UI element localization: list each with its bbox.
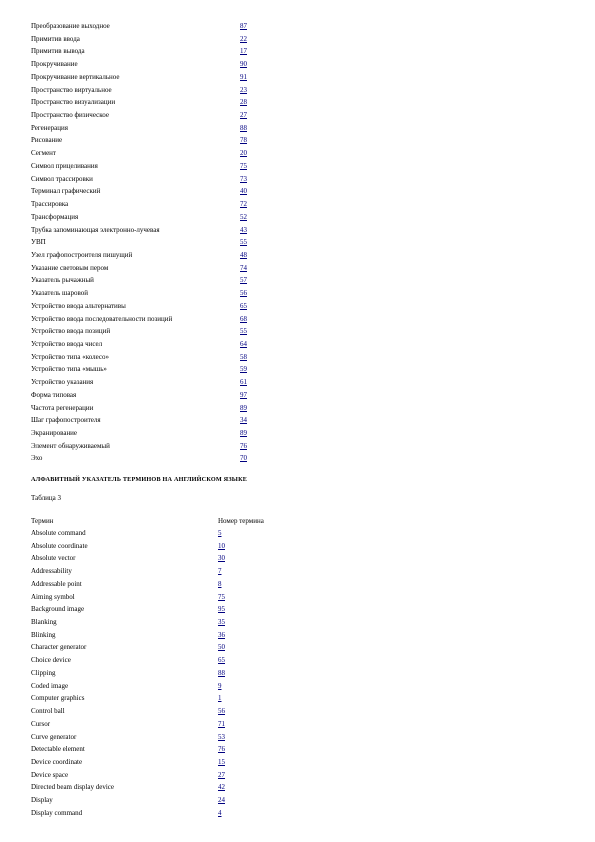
index-row <box>31 224 271 237</box>
index-row <box>31 440 271 453</box>
term-label: Blanking <box>31 618 57 627</box>
index-row <box>31 122 271 135</box>
index-row <box>31 402 271 415</box>
table-row <box>31 603 271 616</box>
term-label: Device coordinate <box>31 757 83 766</box>
term-label: Указание световым пером <box>31 263 109 272</box>
term-number-link[interactable]: 76 <box>218 745 225 754</box>
term-number-link[interactable]: 27 <box>240 111 247 120</box>
index-row <box>31 389 271 402</box>
term-number-link[interactable]: 48 <box>240 250 247 259</box>
term-label: Пространство визуализации <box>31 98 116 107</box>
term-number-link[interactable]: 9 <box>218 681 222 690</box>
term-number-link[interactable]: 87 <box>240 22 247 30</box>
index-row <box>31 96 271 109</box>
index-row <box>31 211 271 224</box>
term-label: Устройство типа «мышь» <box>31 365 107 374</box>
term-number-link[interactable]: 58 <box>240 352 247 361</box>
term-number-link[interactable]: 42 <box>218 783 225 792</box>
term-label: Прокручивание вертикальное <box>31 72 120 81</box>
term-label: Display <box>31 796 53 805</box>
term-number-link[interactable]: 30 <box>218 554 225 563</box>
term-number-link[interactable]: 35 <box>218 618 225 627</box>
term-number-link[interactable]: 56 <box>240 289 247 298</box>
index-row <box>31 71 271 84</box>
index-row <box>31 325 271 338</box>
term-label: Device space <box>31 770 69 779</box>
index-row <box>31 185 271 198</box>
index-row <box>31 198 271 211</box>
table-row <box>31 565 271 578</box>
term-label: Примитив ввода <box>31 34 80 43</box>
term-number-link[interactable]: 88 <box>218 668 225 677</box>
table-row <box>31 769 271 782</box>
index-row <box>31 427 271 440</box>
index-row <box>31 363 271 376</box>
index-row <box>31 33 271 46</box>
term-number-link[interactable]: 97 <box>240 390 247 399</box>
table-row <box>31 616 271 629</box>
term-label: Элемент обнаруживаемый <box>31 441 110 450</box>
section-heading: АЛФАВИТНЫЙ УКАЗАТЕЛЬ ТЕРМИНОВ НА АНГЛИЙСКОМ ЯЗЫКЕ <box>31 476 248 483</box>
term-number-link[interactable]: 52 <box>240 212 247 221</box>
term-number-link[interactable]: 64 <box>240 339 247 348</box>
term-number-link[interactable]: 17 <box>240 47 247 56</box>
term-label: Absolute command <box>31 529 86 537</box>
term-number-link[interactable]: 5 <box>218 529 222 537</box>
term-number-link[interactable]: 72 <box>240 200 247 209</box>
table-row <box>31 718 271 731</box>
term-number-link[interactable]: 23 <box>240 85 247 94</box>
term-label: Control ball <box>31 707 65 716</box>
term-label: Addressability <box>31 567 72 576</box>
index-row <box>31 376 271 389</box>
term-label: Absolute coordinate <box>31 541 88 550</box>
term-label: Устройство указания <box>31 378 94 387</box>
term-label: Blinking <box>31 630 56 639</box>
table-row <box>31 743 271 756</box>
term-number-link[interactable]: 59 <box>240 365 247 374</box>
term-label: Cursor <box>31 719 51 728</box>
term-number-link[interactable]: 27 <box>218 770 225 779</box>
column-header-term: Термин <box>31 517 54 525</box>
term-number-link[interactable]: 73 <box>240 174 247 183</box>
term-number-link[interactable]: 70 <box>240 454 247 463</box>
table-row <box>31 552 271 565</box>
term-number-link[interactable]: 68 <box>240 314 247 323</box>
index-row <box>31 173 271 186</box>
term-label: Преобразование выходное <box>31 22 110 30</box>
table-row <box>31 705 271 718</box>
term-number-link[interactable]: 89 <box>240 429 247 437</box>
term-label: Эхо <box>31 454 43 463</box>
term-label: Частота регенерации <box>31 403 94 412</box>
term-number-link[interactable]: 10 <box>218 541 225 550</box>
term-label: Экранирование <box>31 429 78 437</box>
term-number-link[interactable]: 22 <box>240 34 247 43</box>
term-number-link[interactable]: 91 <box>240 72 247 81</box>
term-label: Шаг графопостроителя <box>31 416 101 425</box>
table-row <box>31 807 271 820</box>
term-label: Трубка запоминающая электронно-лучевая <box>31 225 160 234</box>
term-label: Указатель рычажный <box>31 276 94 285</box>
index-row <box>31 20 271 33</box>
term-number-link[interactable]: 55 <box>240 327 247 336</box>
term-number-link[interactable]: 78 <box>240 136 247 145</box>
term-label: Aiming symbol <box>31 592 75 601</box>
term-label: Coded image <box>31 681 69 690</box>
russian-term-index <box>31 20 271 465</box>
term-label: Пространство физическое <box>31 111 109 120</box>
index-row <box>31 109 271 122</box>
index-row <box>31 338 271 351</box>
table-row <box>31 540 271 553</box>
term-label: Трансформация <box>31 212 79 221</box>
term-label: Рисование <box>31 136 63 145</box>
term-label: Сегмент <box>31 149 56 158</box>
table-header-row <box>31 515 331 527</box>
term-number-link[interactable]: 76 <box>240 441 247 450</box>
term-number-link[interactable]: 43 <box>240 225 247 234</box>
index-row <box>31 287 271 300</box>
table-row <box>31 654 271 667</box>
term-number-link[interactable]: 55 <box>240 238 247 247</box>
term-number-link[interactable]: 56 <box>218 707 225 716</box>
term-number-link[interactable]: 75 <box>240 161 247 170</box>
term-number-link[interactable]: 88 <box>240 123 247 132</box>
term-number-link[interactable]: 4 <box>218 808 222 817</box>
term-label: Устройство ввода чисел <box>31 339 103 348</box>
index-row <box>31 300 271 313</box>
term-label: Character generator <box>31 643 87 652</box>
term-number-link[interactable]: 65 <box>218 656 225 665</box>
term-label: Пространство виртуальное <box>31 85 112 94</box>
table-row <box>31 527 271 540</box>
term-label: Трассировка <box>31 200 69 209</box>
index-row <box>31 262 271 275</box>
index-row <box>31 249 271 262</box>
term-number-link[interactable]: 34 <box>240 416 247 425</box>
term-label: Указатель шаровой <box>31 289 89 298</box>
term-number-link[interactable]: 75 <box>218 592 225 601</box>
term-label: Устройство ввода альтернативы <box>31 301 126 310</box>
table-row <box>31 629 271 642</box>
table-row <box>31 756 271 769</box>
term-label: Detectable element <box>31 745 85 754</box>
english-term-index <box>31 527 271 820</box>
table-row <box>31 591 271 604</box>
table-row <box>31 692 271 705</box>
index-row <box>31 147 271 160</box>
term-number-link[interactable]: 89 <box>240 403 247 412</box>
table-label: Таблица 3 <box>31 494 61 502</box>
term-label: Addressable point <box>31 579 82 588</box>
term-number-link[interactable]: 1 <box>218 694 222 703</box>
term-label: Терминал графический <box>31 187 101 196</box>
table-row <box>31 680 271 693</box>
term-number-link[interactable]: 71 <box>218 719 225 728</box>
index-row <box>31 351 271 364</box>
index-row <box>31 236 271 249</box>
index-row <box>31 134 271 147</box>
term-label: Регенерация <box>31 123 68 132</box>
index-row <box>31 160 271 173</box>
term-label: Форма типовая <box>31 390 77 399</box>
term-label: Computer graphics <box>31 694 85 703</box>
term-number-link[interactable]: 28 <box>240 98 247 107</box>
index-row <box>31 452 271 465</box>
term-label: Устройство типа «колесо» <box>31 352 110 361</box>
term-label: Устройство ввода последовательности позиций <box>31 314 173 323</box>
term-number-link[interactable]: 61 <box>240 378 247 387</box>
term-number-link[interactable]: 36 <box>218 630 225 639</box>
term-label: Устройство ввода позиций <box>31 327 111 336</box>
table-row <box>31 578 271 591</box>
term-number-link[interactable]: 74 <box>240 263 247 272</box>
term-number-link[interactable]: 20 <box>240 149 247 158</box>
term-label: Directed beam display device <box>31 783 114 792</box>
term-label: Узел графопостроителя пишущий <box>31 250 133 259</box>
term-number-link[interactable]: 90 <box>240 60 247 69</box>
term-label: Символ трассировки <box>31 174 93 183</box>
term-label: Absolute vector <box>31 554 76 563</box>
table-row <box>31 781 271 794</box>
term-number-link[interactable]: 40 <box>240 187 247 196</box>
index-row <box>31 414 271 427</box>
term-label: Прокручивание <box>31 60 78 69</box>
index-row <box>31 84 271 97</box>
index-row <box>31 45 271 58</box>
term-number-link[interactable]: 57 <box>240 276 247 285</box>
table-row <box>31 794 271 807</box>
table-row <box>31 641 271 654</box>
term-label: Curve generator <box>31 732 77 741</box>
term-label: УВП <box>31 238 46 247</box>
index-row <box>31 313 271 326</box>
term-label: Примитив вывода <box>31 47 85 56</box>
term-label: Choice device <box>31 656 71 665</box>
term-number-link[interactable]: 15 <box>218 757 225 766</box>
index-row <box>31 58 271 71</box>
term-number-link[interactable]: 53 <box>218 732 225 741</box>
term-number-link[interactable]: 24 <box>218 796 225 805</box>
column-header-number: Номер термина <box>218 517 264 525</box>
term-number-link[interactable]: 95 <box>218 605 225 614</box>
table-row <box>31 731 271 744</box>
term-number-link[interactable]: 65 <box>240 301 247 310</box>
term-number-link[interactable]: 8 <box>218 579 222 588</box>
term-label: Background image <box>31 605 85 614</box>
term-number-link[interactable]: 7 <box>218 567 222 576</box>
term-label: Clipping <box>31 668 56 677</box>
table-row <box>31 667 271 680</box>
index-row <box>31 274 271 287</box>
term-number-link[interactable]: 50 <box>218 643 225 652</box>
term-label: Символ прицеливания <box>31 161 98 170</box>
term-label: Display command <box>31 808 83 817</box>
